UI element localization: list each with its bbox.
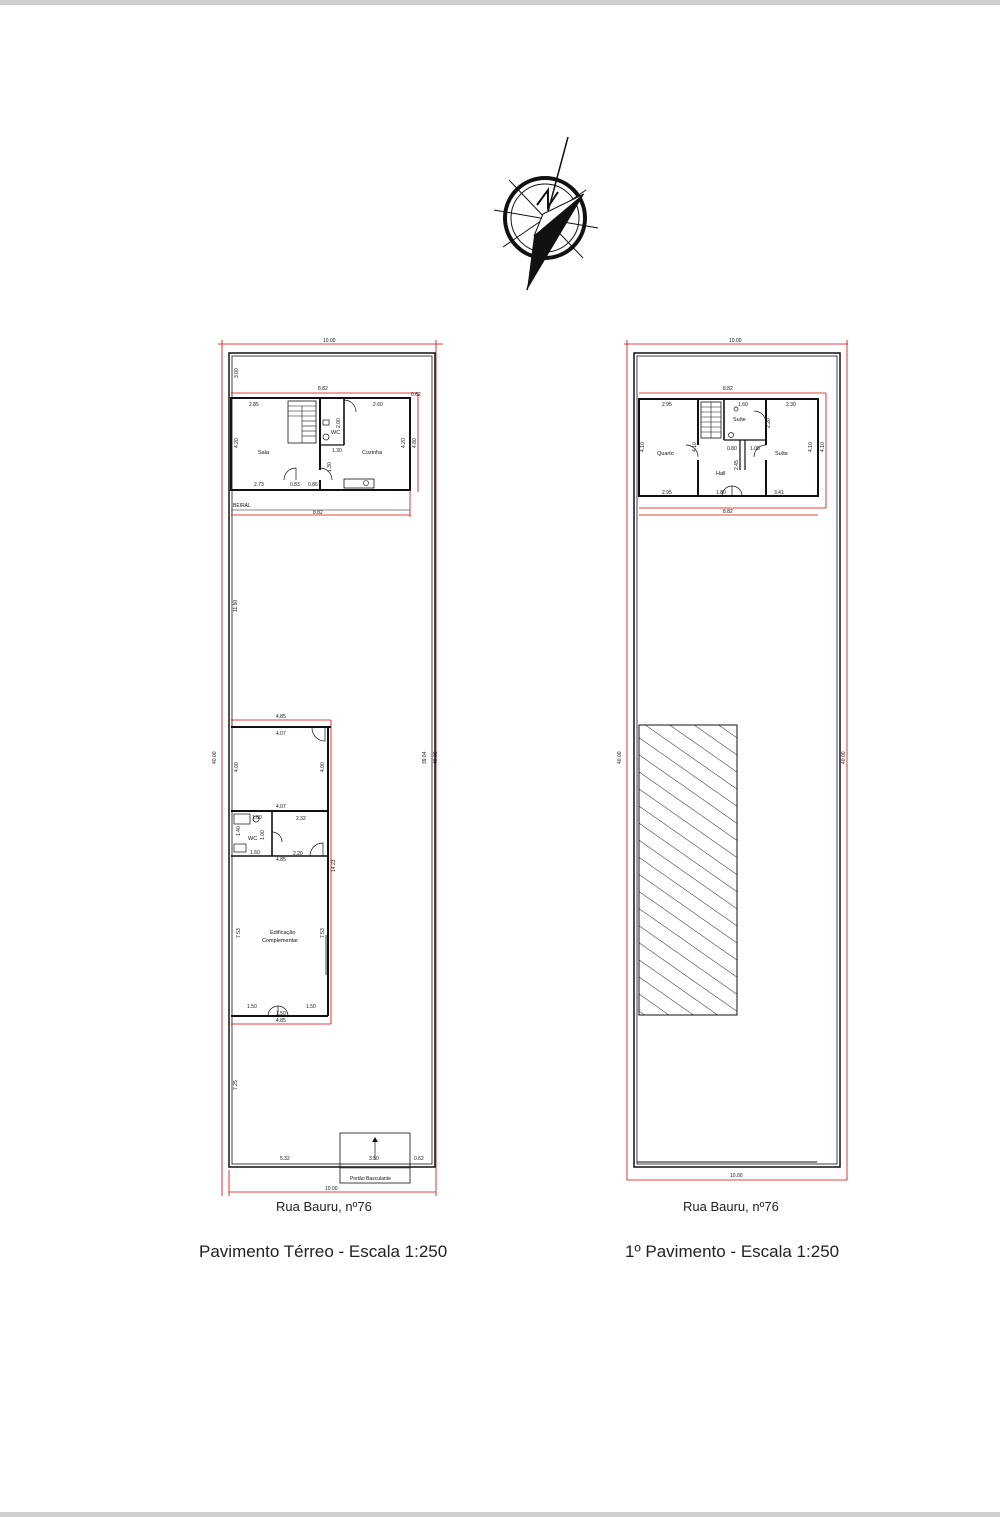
dim-bottom-total: 10.00 <box>325 1186 338 1192</box>
dim-height-right: 4.20 <box>401 438 407 448</box>
dim-height-right-outer: 4.80 <box>412 438 418 448</box>
dim-wc-annex-width: 1.00 <box>252 815 262 821</box>
dim-ff-height-right-outer: 4.10 <box>820 442 826 452</box>
dim-bottom-left: 2.73 <box>254 482 264 488</box>
dim-edificacao-left: 7.53 <box>236 928 242 938</box>
dim-annex-outer: 4.85 <box>276 714 286 720</box>
dim-annex-height: 4.00 <box>234 762 240 772</box>
dim-annex-inner: 4.07 <box>276 731 286 737</box>
room-label-hall: Hall <box>716 471 726 477</box>
dim-back-depth: 7.25 <box>233 1080 239 1090</box>
room-label-quarto: Quarto <box>657 451 674 457</box>
door-swing-icon <box>284 468 296 480</box>
dim-edificacao-right: 7.53 <box>320 928 326 938</box>
dim-ff-height-left: 4.10 <box>640 442 646 452</box>
dim-inner-depth: 39.64 <box>422 751 428 764</box>
dim-ff-bottom-right: 3.41 <box>774 490 784 496</box>
dim-gate-left: 5.32 <box>280 1156 290 1162</box>
dim-ff-hall-b: 1.05 <box>750 446 760 452</box>
room-label-wc-annex: WC <box>248 836 258 842</box>
dim-beiral-width: 8.82 <box>313 510 323 516</box>
sink-icon <box>323 420 329 425</box>
dim-edificacao-b3: 1.50 <box>306 1004 316 1010</box>
sink-icon <box>234 814 250 824</box>
room-label-complementar: Complementar <box>262 938 299 944</box>
gate-label: Portão Basculante <box>350 1176 391 1182</box>
dim-door: 0.83 <box>290 482 300 488</box>
dim-wc-annex-v: 1.40 <box>236 826 242 836</box>
dim-ff-bottom-mid: 1.80 <box>716 490 726 496</box>
gate-arrow-icon <box>372 1137 378 1142</box>
dim-ff-total-depth-right: 40.00 <box>841 751 847 764</box>
dim-wc-annex-b3: 4.85 <box>276 857 286 863</box>
dim-ff-bottom-total: 10.00 <box>730 1173 743 1179</box>
door-swing-icon <box>310 843 323 856</box>
dim-wc-height: 2.00 <box>336 418 342 428</box>
room-label-suite: Suíte <box>775 451 788 457</box>
dim-ff-top-right: 2.30 <box>786 402 796 408</box>
dim-right-offset: 0.62 <box>411 392 421 398</box>
dim-height-left: 4.20 <box>234 438 240 448</box>
dim-wc-height-b: 1.30 <box>327 462 333 472</box>
dim-ff-top-left: 2.95 <box>662 402 672 408</box>
dim-front-setback: 3.00 <box>234 368 240 378</box>
dim-ff-height-mid: 4.10 <box>692 442 698 452</box>
dim-total-depth-right: 40.00 <box>433 751 439 764</box>
dim-wc-width: 1.30 <box>332 448 342 454</box>
dim-edificacao-b1: 1.50 <box>247 1004 257 1010</box>
room-label-suite-bath: Suíte <box>733 417 746 423</box>
door-swing-icon <box>732 486 742 496</box>
toilet-icon <box>323 434 329 440</box>
first-floor-title: 1º Pavimento - Escala 1:250 <box>625 1242 840 1261</box>
dim-ff-bottom-width: 8.82 <box>723 509 733 515</box>
stairs-icon <box>288 401 316 443</box>
dim-gate-width: 3.50 <box>369 1156 379 1162</box>
dim-ff-bottom-left: 2.95 <box>662 490 672 496</box>
room-label-cozinha: Cozinha <box>362 450 383 456</box>
shower-icon <box>234 844 246 852</box>
first-floor-address: Rua Bauru, nº76 <box>683 1199 779 1214</box>
ground-floor-address: Rua Bauru, nº76 <box>276 1199 372 1214</box>
dim-gate-right: 0.62 <box>414 1156 424 1162</box>
dim-ff-height-right: 4.10 <box>808 442 814 452</box>
dim-edificacao-b2: 1.50 <box>276 1011 286 1017</box>
dim-annex-total-height: 14.23 <box>331 859 337 872</box>
stairs-icon <box>701 402 721 438</box>
dim-house-width: 8.82 <box>318 386 328 392</box>
dim-edificacao-width: 4.85 <box>276 1018 286 1024</box>
room-label-sala: Sala <box>258 450 270 456</box>
dim-ff-house-width: 8.82 <box>723 386 733 392</box>
dim-top-right: 2.60 <box>373 402 383 408</box>
kitchen-counter-icon <box>344 479 374 488</box>
bottom-edge-bar <box>0 1512 1000 1517</box>
door-swing-icon <box>344 400 356 412</box>
ground-floor-plan <box>199 338 447 1261</box>
dim-ff-total-depth-left: 40.00 <box>617 751 623 764</box>
first-floor-plan <box>617 338 848 1261</box>
dim-annex-mid: 4.07 <box>276 804 286 810</box>
dim-small: 0.86 <box>308 482 318 488</box>
stove-icon <box>364 481 369 486</box>
dim-total-width: 10.00 <box>323 338 336 344</box>
dim-wc-annex-b1: 1.60 <box>250 850 260 856</box>
door-swing-icon <box>754 411 766 423</box>
hatched-void-area <box>639 725 737 1015</box>
door-swing-icon <box>272 832 282 842</box>
dim-ff-wc-width: 1.60 <box>738 402 748 408</box>
dim-wc-annex-v2: 1.00 <box>260 830 266 840</box>
dim-ff-wc-height: 2.20 <box>766 418 772 428</box>
dim-annex-height-right: 4.00 <box>320 762 326 772</box>
dim-ff-hall-v: 2.45 <box>734 460 740 470</box>
dim-top-left: 2.85 <box>249 402 259 408</box>
dim-ff-hall-a: 0.80 <box>727 446 737 452</box>
dim-total-depth: 40.00 <box>212 751 218 764</box>
dim-wc-annex-width-b: 2.32 <box>296 816 306 822</box>
room-label-wc: WC <box>331 430 341 436</box>
dim-yard-depth: 11.50 <box>233 599 239 612</box>
room-label-edificacao: Edificação <box>270 930 296 936</box>
toilet-icon <box>729 433 734 438</box>
label-beiral: BEIRAL <box>233 503 251 509</box>
ground-floor-title: Pavimento Térreo - Escala 1:250 <box>199 1242 448 1261</box>
dim-wc-annex-b2: 2.20 <box>293 851 303 857</box>
north-arrow-compass-icon <box>494 137 598 290</box>
door-swing-icon <box>312 728 325 741</box>
dim-ff-total-width: 10.00 <box>729 338 742 344</box>
